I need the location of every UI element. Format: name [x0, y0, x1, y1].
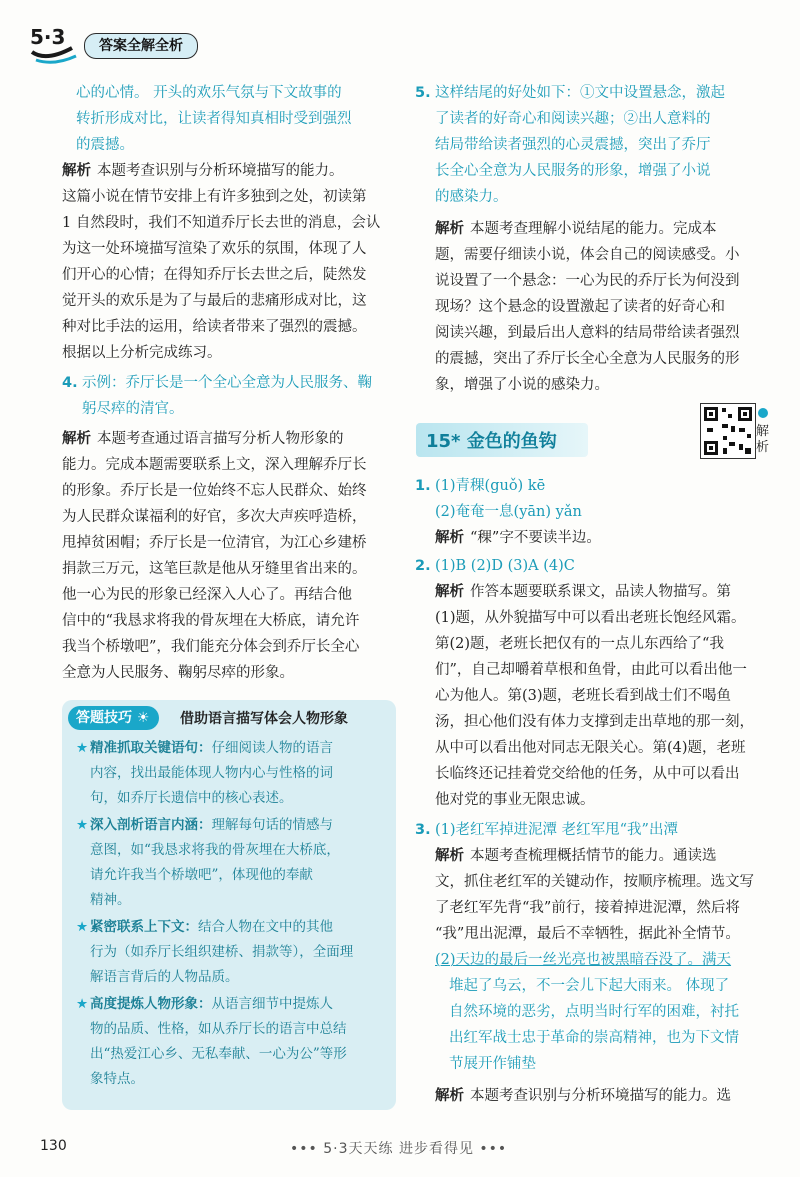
analysis-text: 作答本题要联系课文，品读人物描写。第 — [470, 584, 731, 600]
analysis-text: 本题考查识别与分析环境描写的能力。 — [97, 163, 344, 179]
answer-line: (1)B (2)D (3)A (4)C — [435, 558, 575, 574]
analysis-label: 解析 — [435, 584, 464, 600]
tip-item: ★ 精准抓取关键语句：仔细阅读人物的语言 内容，找出最能体现人物内心与性格的词 句，如乔厅长遗信中的核心表述。 — [76, 736, 386, 811]
lesson-heading — [416, 423, 588, 457]
answer-line: 自然环境的恶劣，点明当时行军的困难，衬托 — [449, 1004, 739, 1020]
right-column-top — [415, 80, 783, 398]
answer-line: 堆起了乌云，不一会儿下起大雨来。 体现了 — [449, 978, 730, 994]
question-number: 2. — [415, 558, 431, 574]
analysis-text: “我”甩出泥潭，最后不幸牺牲，据此补全情节。 — [435, 926, 740, 942]
analysis-text: 甩掉贫困帽；乔厅长是一位清官，为江心乡建桥 — [62, 535, 367, 551]
tips-badge: 答题技巧 ☀ — [68, 706, 159, 730]
analysis-text: 长临终还记挂着党交给他的任务，从中可以看出 — [435, 766, 740, 782]
q4-answer — [62, 370, 390, 422]
analysis-text: 本题考查通过语言描写分析人物形象的 — [97, 431, 344, 447]
s1-answer — [415, 473, 783, 525]
answer-line: (1)老红军掉进泥潭 老红军甩“我”出潭 — [435, 822, 678, 838]
analysis-label: 解析 — [62, 431, 91, 447]
q5-answer — [415, 80, 783, 210]
s2-answer — [415, 553, 783, 579]
s2-analysis — [415, 579, 783, 813]
analysis-text: 根据以上分析完成练习。 — [62, 345, 222, 361]
question-number: 1. — [415, 478, 431, 494]
analysis-text: 这篇小说在情节安排上有许多独到之处，初读第 — [62, 189, 367, 205]
analysis-text: 们开心的心情；在得知乔厅长去世之后，陡然发 — [62, 267, 367, 283]
page-footer — [0, 1124, 800, 1164]
analysis-text: 了老红军先背“我”前行，接着掉进泥潭，然后将 — [435, 900, 740, 916]
tips-title: 借助语言描写体会人物形象 — [180, 711, 348, 727]
analysis-text: 能力。完成本题需要联系上文，深入理解乔厅长 — [62, 457, 367, 473]
lesson-title: 15* 金色的鱼钩 — [426, 431, 557, 452]
q3-line: 的震撼。 — [76, 137, 134, 153]
analysis-label: 解析 — [62, 163, 91, 179]
q4-analysis — [62, 426, 390, 686]
analysis-text: 全意为人民服务、鞠躬尽瘁的形象。 — [62, 665, 294, 681]
analysis-text: 第(2)题，老班长把仅有的一点儿东西给了“我 — [435, 636, 724, 652]
analysis-text: 他对党的事业无限忠诚。 — [435, 792, 595, 808]
analysis-text: 本题考查梳理概括情节的能力。通读选 — [470, 848, 717, 864]
answer-line: 节展开作铺垫 — [449, 1056, 536, 1072]
tips-box — [62, 700, 396, 1110]
q3-answer — [62, 80, 390, 158]
s3-analysis — [415, 843, 783, 947]
answer-line: 示例：乔厅长是一个全心全意为人民服务、鞠 — [82, 375, 372, 391]
analysis-text: 题，需要仔细读小说，体会自己的阅读感受。小 — [435, 247, 740, 263]
analysis-text: 觉开头的欢乐是为了与最后的悲痛形成对比，这 — [62, 293, 367, 309]
star-icon: ★ — [76, 996, 89, 1012]
tip-item: ★ 深入剖析语言内涵：理解每句话的情感与 意图，如“我恳求将我的骨灰埋在大桥底， 请允许我当个桥墩吧”，体现他的奉献 精神。 — [76, 813, 386, 913]
analysis-text: 的震撼，突出了乔厅长全心全意为人民服务的形 — [435, 351, 740, 367]
q3-line: 转折形成对比，让读者得知真相时受到强烈 — [76, 111, 352, 127]
left-column — [62, 80, 390, 686]
analysis-text: 象，增强了小说的感染力。 — [435, 377, 609, 393]
answer-line: 结局带给读者强烈的心灵震撼，突出了乔厅 — [435, 137, 711, 153]
footer-slogan: ••• 5·3天天练 进步看得见 ••• — [290, 1141, 508, 1157]
analysis-text: 从中可以看出他对同志无限关心。第(4)题，老班 — [435, 740, 746, 756]
analysis-text: 本题考查识别与分析环境描写的能力。选 — [470, 1088, 731, 1104]
s3-answer — [415, 817, 783, 843]
star-icon: ★ — [76, 740, 89, 756]
qr-code-icon[interactable] — [700, 403, 756, 459]
analysis-text: 现场？这个悬念的设置激起了读者的好奇心和 — [435, 299, 725, 315]
analysis-text: 我当个桥墩吧”，我们能充分体会到乔厅长全心 — [62, 639, 360, 655]
analysis-text: 捐款三万元，这笔巨款是他从牙缝里省出来的。 — [62, 561, 367, 577]
analysis-text: 他一心为民的形象已经深入人心了。再结合他 — [62, 587, 352, 603]
lightbulb-icon: ☀ — [136, 710, 150, 726]
answer-line: 的感染力。 — [435, 189, 508, 205]
analysis-label: 解析 — [435, 1088, 464, 1104]
q3-line: 心的心情。 开头的欢乐气氛与下文故事的 — [76, 85, 342, 101]
right-column-bottom — [415, 473, 783, 1109]
analysis-label: 解析 — [435, 848, 464, 864]
analysis-text: 种对比手法的运用，给读者带来了强烈的震撼。 — [62, 319, 367, 335]
question-number: 5. — [415, 85, 431, 101]
analysis-text: 1 自然段时，我们不知道乔厅长去世的消息，会认 — [62, 215, 381, 231]
analysis-text: 本题考查理解小说结尾的能力。完成本 — [470, 221, 717, 237]
answer-line: 躬尽瘁的清官。 — [82, 401, 184, 417]
answer-line: 出红军战士忠于革命的崇高精神，也为下文情 — [449, 1030, 739, 1046]
s3-answer-2 — [415, 947, 783, 1077]
answer-line: 了读者的好奇心和阅读兴趣；②出人意料的 — [435, 111, 711, 127]
q3-analysis — [62, 158, 390, 366]
analysis-text: (1)题，从外貌描写中可以看出老班长饱经风霜。 — [435, 610, 746, 626]
header-tag: 答案全解全析 — [84, 33, 198, 59]
s3-analysis-2 — [415, 1083, 783, 1109]
analysis-text: 汤，担心他们没有体力支撑到走出草地的那一刻， — [435, 714, 754, 730]
star-icon: ★ — [76, 919, 89, 935]
answer-line: (2)天边的最后一丝光亮也被黑暗吞没了。满天 — [435, 952, 732, 968]
answer-line: 这样结尾的好处如下：①文中设置悬念，激起 — [435, 85, 725, 101]
analysis-text: “稞”字不要读半边。 — [470, 530, 601, 546]
tips-list — [76, 736, 386, 1094]
analysis-label: 解析 — [435, 221, 464, 237]
page-number: 130 — [40, 1138, 67, 1154]
analysis-text: 为人民群众谋福利的好官，多次大声疾呼造桥， — [62, 509, 367, 525]
brand-logo — [26, 22, 82, 66]
question-number: 3. — [415, 822, 431, 838]
answer-line: 长全心全意为人民服务的形象，增强了小说 — [435, 163, 711, 179]
analysis-text: 们”，自己却嚼着草根和鱼骨，由此可以看出他一 — [435, 662, 747, 678]
analysis-text: 的形象。乔厅长是一位始终不忘人民群众、始终 — [62, 483, 367, 499]
answer-line: (1)青稞(guǒ) kē — [435, 478, 546, 494]
q5-analysis — [415, 216, 783, 398]
play-icon — [758, 408, 768, 418]
question-number: 4. — [62, 375, 78, 391]
analysis-text: 为这一处环境描写渲染了欢乐的氛围，体现了人 — [62, 241, 367, 257]
analysis-text: 阅读兴趣，到最后出人意料的结局带给读者强烈 — [435, 325, 740, 341]
answer-line: (2)奄奄一息(yān) yǎn — [435, 504, 582, 520]
star-icon: ★ — [76, 817, 89, 833]
logo-text: 5·3 — [30, 25, 66, 49]
analysis-text: 说设置了一个悬念：一心为民的乔厅长为何没到 — [435, 273, 740, 289]
s1-analysis — [415, 525, 783, 551]
analysis-text: 文，抓住老红军的关键动作，按顺序梳理。选文写 — [435, 874, 754, 890]
analysis-text: 信中的“我恳求将我的骨灰埋在大桥底，请允许 — [62, 613, 360, 629]
tip-item: ★ 紧密联系上下文：结合人物在文中的其他 行为（如乔厅长组织建桥、捐款等），全面理 解语言背后的人物品质。 — [76, 915, 386, 990]
tip-item: ★ 高度提炼人物形象：从语言细节中提炼人 物的品质、性格，如从乔厅长的语言中总结 出“热爱江心乡、无私奉献、一心为公”等形 象特点。 — [76, 992, 386, 1092]
analysis-text: 心为他人。第(3)题，老班长看到战士们不喝鱼 — [435, 688, 732, 704]
analysis-label: 解析 — [435, 530, 464, 546]
qr-caption: 解析 — [756, 424, 770, 455]
